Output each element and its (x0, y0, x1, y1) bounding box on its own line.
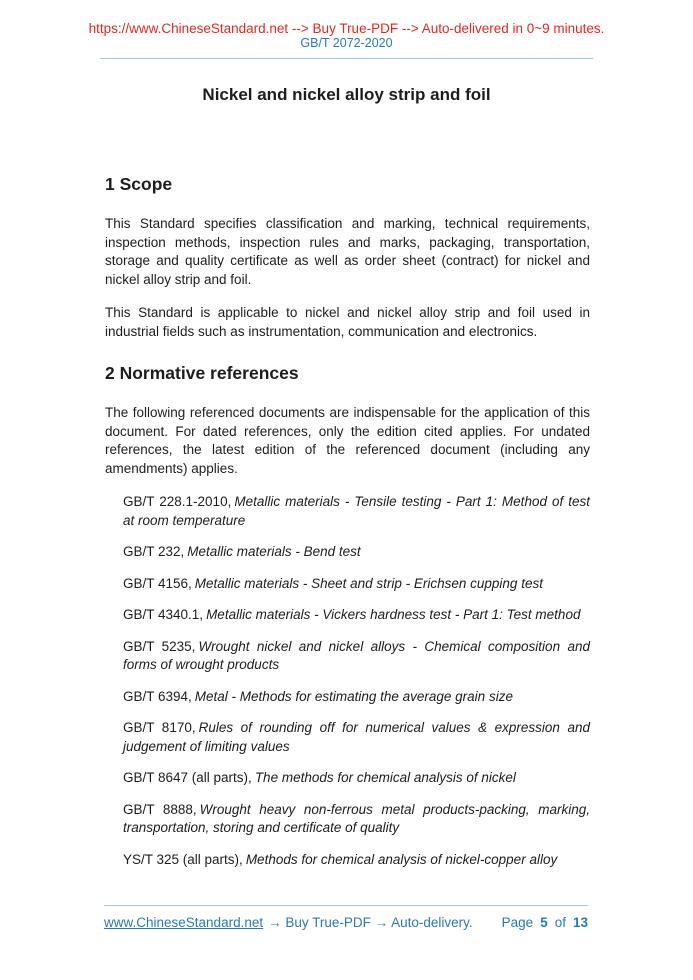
reference-title: Metallic materials - Sheet and strip - Erichsen cupping test (194, 575, 543, 591)
reference-title: Methods for chemical analysis of nickel-copper alloy (245, 851, 558, 867)
reference-item (105, 575, 590, 594)
reference-code: GB/T 5235, (123, 638, 196, 654)
reference-title: Metallic materials - Tensile testing - Part 1: Method of test at room temperature (123, 494, 590, 528)
reference-item (105, 801, 590, 838)
page-label: Page (501, 915, 534, 930)
reference-item (105, 493, 590, 530)
reference-code: GB/T 8647 (all parts), (123, 770, 252, 785)
paragraph: This Standard specifies classification and marking, technical requirements, inspection methods, inspection rules and marks, packaging, transportation, storage and quality certificate as well as order sheet (contract) for nickel and nickel alloy strip and foil. (105, 216, 590, 287)
reference-item (105, 719, 590, 756)
reference-item (105, 606, 590, 625)
reference-code: GB/T 232, (123, 544, 185, 559)
reference-item (105, 851, 590, 870)
reference-title: Metallic materials - Bend test (187, 544, 361, 559)
reference-title: Metallic materials - Vickers hardness test - Part 1: Test method (206, 607, 581, 622)
reference-code: GB/T 228.1-2010, (123, 494, 232, 509)
section-heading-normative-references: 2 Normative references (105, 363, 299, 383)
reference-item (105, 688, 590, 707)
reference-title: Metal - Methods for estimating the average grain size (194, 688, 513, 704)
document-body (105, 174, 590, 869)
paragraph: This Standard is applicable to nickel and nickel alloy strip and foil used in industrial fields such as instrumentation, communication and electronics. (105, 305, 590, 339)
footer-site-link[interactable]: www.ChineseStandard.net (104, 915, 264, 930)
reference-title: Wrought nickel and nickel alloys - Chemical composition and forms of wrought products (123, 638, 590, 672)
footer-promo (104, 915, 473, 931)
standard-code: GB/T 2072-2020 (300, 36, 393, 50)
page-footer (104, 905, 588, 931)
reference-item (105, 769, 590, 788)
reference-item (105, 543, 590, 562)
page-current: 5 (540, 915, 548, 930)
footer-promo-text: → Buy True-PDF → Auto-delivery. (268, 915, 473, 930)
reference-title: The methods for chemical analysis of nickel (254, 770, 516, 785)
reference-title: Wrought heavy non-ferrous metal products-packing, marking, transportation, storing and certificate of quality (123, 801, 591, 835)
reference-code: GB/T 8888, (123, 801, 197, 817)
header-divider (100, 58, 593, 59)
page-indicator (502, 915, 588, 931)
reference-code: GB/T 4156, (123, 575, 192, 591)
reference-list (105, 493, 590, 869)
paragraph: The following referenced documents are indispensable for the application of this document. For dated references, only the edition cited applies. For undated references, the latest edition of the referenced document (including any amendments) applies. (105, 405, 590, 476)
document-title: Nickel and nickel alloy strip and foil (202, 85, 491, 104)
page-total: 13 (572, 915, 588, 930)
reference-item (105, 638, 590, 675)
reference-code: GB/T 6394, (123, 688, 192, 704)
reference-code: GB/T 8170, (123, 720, 196, 735)
of-label: of (554, 915, 566, 930)
promo-link[interactable]: https://www.ChineseStandard.net --> Buy True-PDF --> Auto-delivered in 0~9 minutes. (88, 21, 605, 36)
reference-code: GB/T 4340.1, (123, 607, 204, 622)
footer-divider (104, 905, 588, 906)
page-header (0, 0, 693, 59)
reference-title: Rules of rounding off for numerical values & expression and judgement of limiting values (123, 720, 590, 754)
reference-code: YS/T 325 (all parts), (123, 851, 243, 867)
section-heading-scope: 1 Scope (105, 174, 173, 194)
